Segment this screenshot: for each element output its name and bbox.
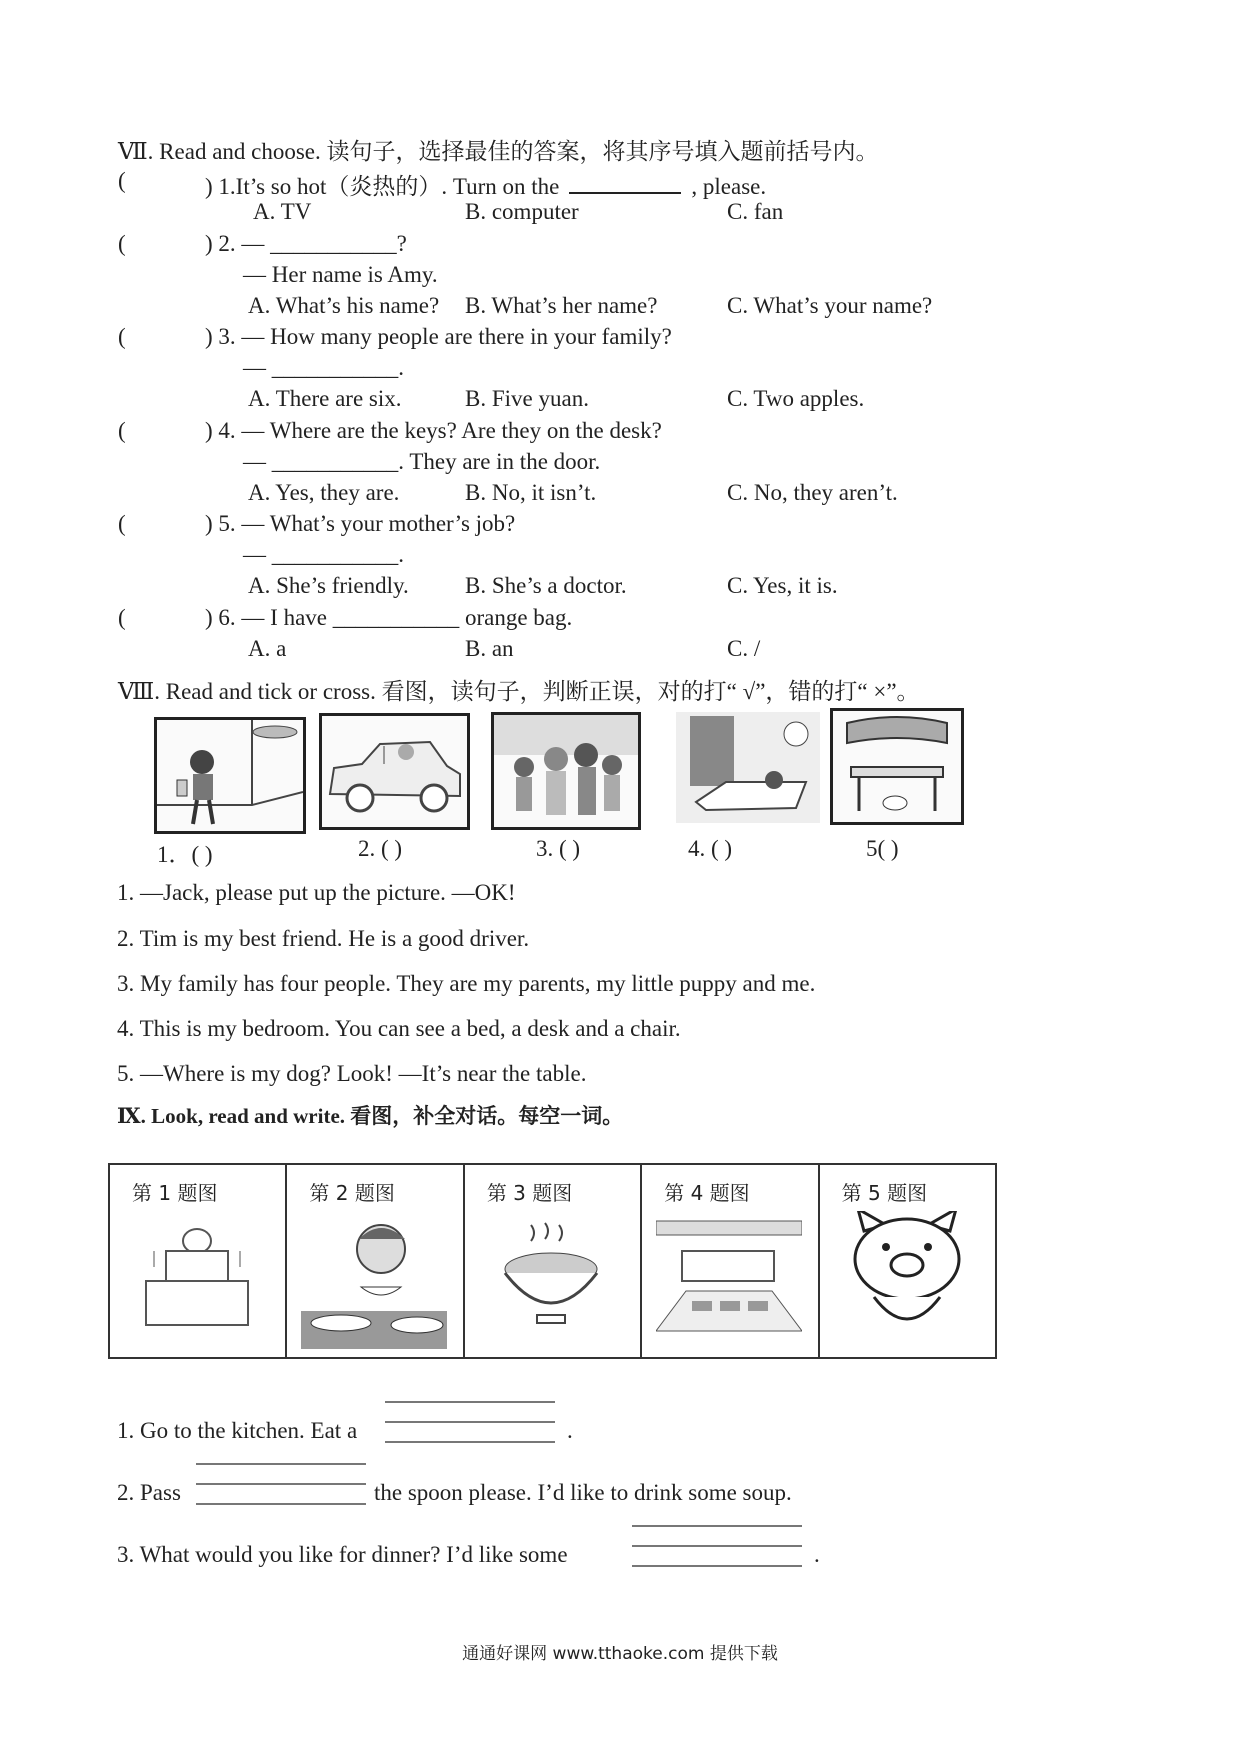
q1-stem: ) 1.It’s so hot（炎热的）. Turn on the , please. [205,174,767,199]
q1-blank[interactable] [569,174,681,194]
q2-option-c: C. What’s your name? [727,293,933,318]
q4-line2: — ___________. They are in the door. [243,449,601,474]
answer-slot-1[interactable]: 1．( ) [157,842,213,867]
section-8-title: Ⅷ. Read and tick or cross. 看图，读句子，判断正误，对的打“ √”，错的打“ ×”。 [118,679,920,704]
q3-option-b: B. Five yuan. [465,386,589,411]
write-q1-after: . [567,1418,573,1443]
q4-option-b: B. No, it isn’t. [465,480,597,505]
q5-paren: ( [118,511,126,536]
answer-slot-3[interactable]: 3. ( ) [536,836,581,861]
picture-chair-dog [830,708,964,825]
q6-option-b: B. an [465,636,514,661]
picture-family [491,712,641,830]
picture-label-4: 第 4 题图 [664,1181,750,1205]
write-q3-after: . [814,1542,820,1567]
picture-label-1: 第 1 题图 [132,1181,218,1205]
q2-option-a: A. What’s his name? [248,293,440,318]
q3-paren: ( [118,324,126,349]
picture-label-3: 第 3 题图 [486,1181,573,1205]
q2-paren: ( [118,231,126,256]
section-9-title: Ⅸ. Look, read and write. 看图，补全对话。每空一词。 [117,1104,624,1128]
picture-bedroom [676,712,820,823]
tick-sentence-2: 2. Tim is my best friend. He is a good driver. [117,926,530,951]
car-driver-illustration [322,716,467,827]
q6-line1: ) 6. — I have ___________ orange bag. [205,605,573,630]
birthday-cake-illustration [124,1211,270,1349]
write-q1-answer-line[interactable] [385,1397,555,1445]
write-q3-answer-line[interactable] [632,1521,802,1569]
write-q1-before: 1. Go to the kitchen. Eat a [117,1418,358,1443]
q4-option-a: A. Yes, they are. [248,480,400,505]
boy-by-wall-illustration [157,720,303,831]
q2-option-b: B. What’s her name? [465,293,658,318]
q3-option-c: C. Two apples. [727,386,865,411]
q5-line1: ) 5. — What’s your mother’s job? [205,511,516,536]
q1-paren: ( [118,168,126,193]
tick-sentence-1: 1. —Jack, please put up the picture. —OK! [117,880,516,905]
family-illustration [494,715,638,827]
tick-sentence-3: 3. My family has four people. They are my parents, my little puppy and me. [117,971,816,996]
boy-eating-illustration [301,1211,447,1349]
bedroom-illustration [676,712,820,823]
pig-illustration [834,1211,980,1349]
classroom-illustration [656,1211,802,1349]
answer-slot-4[interactable]: 4. ( ) [688,836,733,861]
q6-paren: ( [118,605,126,630]
page-footer: 通通好课网 www.tthaoke.com 提供下载 [462,1644,778,1664]
picture-cell-2 [287,1165,464,1357]
q5-line2: — ___________. [243,542,404,567]
q4-option-c: C. No, they aren’t. [727,480,898,505]
q4-paren: ( [118,418,126,443]
q2-line1: ) 2. — ___________? [205,231,407,256]
picture-cell-5 [820,1165,995,1357]
write-q2-after: the spoon please. I’d like to drink some soup. [374,1480,792,1505]
picture-cell-3 [465,1165,642,1357]
q5-option-a: A. She’s friendly. [248,573,409,598]
picture-cell-1 [110,1165,287,1357]
rice-bowl-illustration [479,1211,625,1349]
write-q3-before: 3. What would you like for dinner? I’d like some [117,1542,568,1567]
q4-line1: ) 4. — Where are the keys? Are they on the desk? [205,418,662,443]
tick-sentence-4: 4. This is my bedroom. You can see a bed, a desk and a chair. [117,1016,681,1041]
q1-option-c: C. fan [727,199,784,224]
q2-line2: — Her name is Amy. [243,262,438,287]
picture-label-2: 第 2 题图 [309,1181,395,1205]
q1-option-a: A. TV [253,199,312,224]
write-q2-before: 2. Pass [117,1480,181,1505]
q3-line1: ) 3. — How many people are there in your family? [205,324,672,349]
chair-dog-illustration [833,711,961,822]
picture-boy-wall [154,717,306,834]
picture-car-driver [319,713,470,830]
q1-option-b: B. computer [465,199,579,224]
q3-option-a: A. There are six. [248,386,402,411]
picture-label-5: 第 5 题图 [841,1181,928,1205]
answer-slot-5[interactable]: 5( ) [866,836,899,861]
section-7-title: Ⅶ. Read and choose. 读句子，选择最佳的答案，将其序号填入题前括号内。 [118,139,879,164]
picture-cell-4 [642,1165,819,1357]
picture-table [108,1163,997,1359]
tick-sentence-5: 5. —Where is my dog? Look! —It’s near the table. [117,1061,587,1086]
write-q2-answer-line[interactable] [196,1459,366,1507]
answer-slot-2[interactable]: 2. ( ) [358,836,403,861]
q6-option-a: A. a [248,636,287,661]
q6-option-c: C. / [727,636,761,661]
q5-option-c: C. Yes, it is. [727,573,838,598]
q3-line2: — ___________. [243,355,404,380]
q5-option-b: B. She’s a doctor. [465,573,627,598]
